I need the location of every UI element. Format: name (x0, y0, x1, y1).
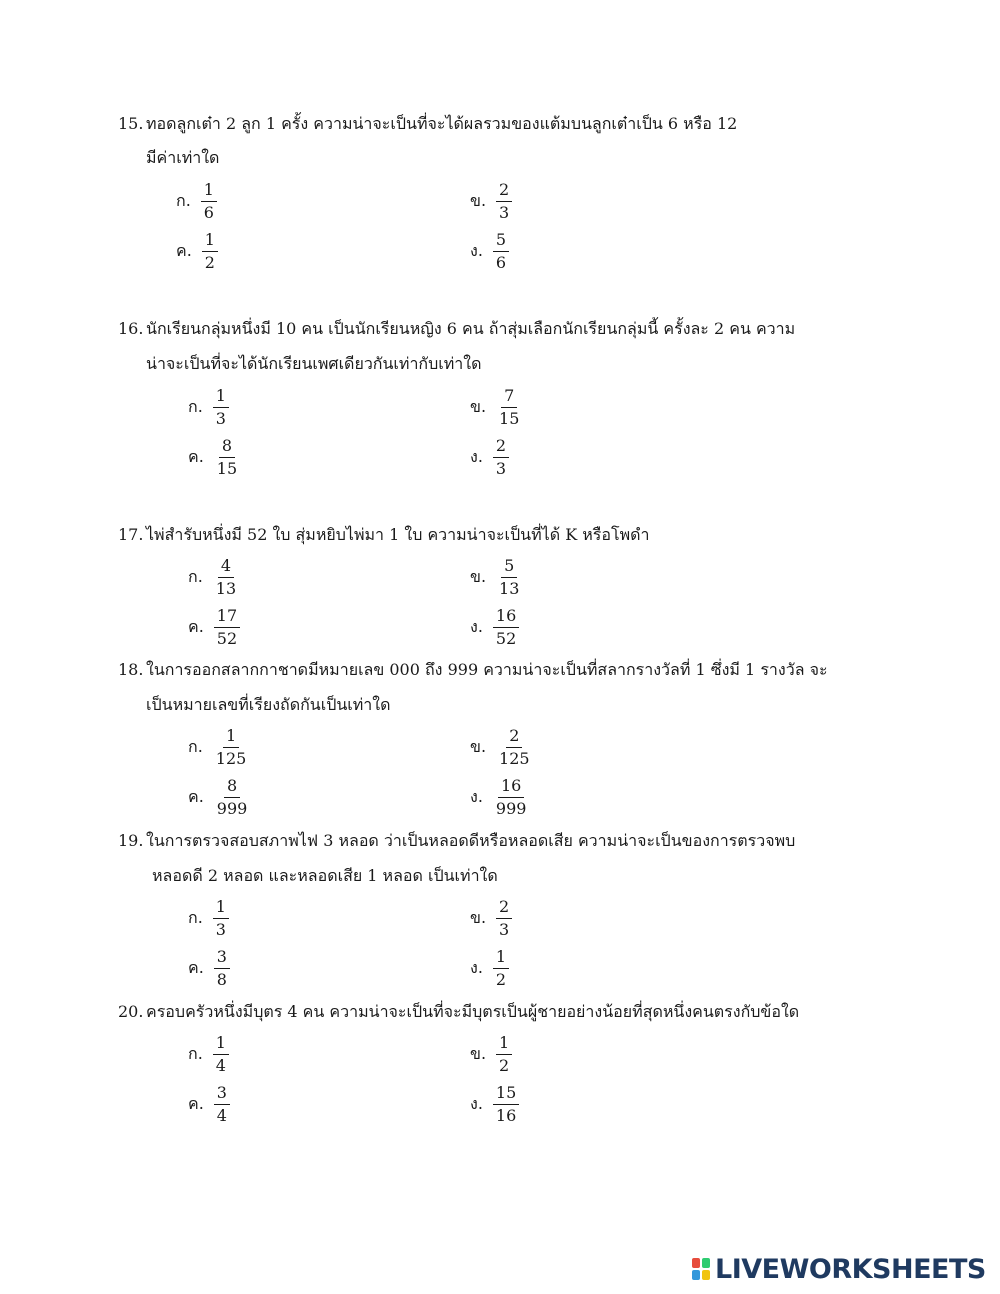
fraction (496, 726, 533, 769)
option-label: ก. (188, 736, 203, 756)
denominator: 4 (216, 1105, 227, 1125)
option-label: ข. (470, 396, 487, 416)
fraction (214, 776, 251, 819)
fraction (214, 436, 240, 479)
logo-square (702, 1258, 710, 1268)
option-label: ข. (470, 190, 487, 210)
fraction (213, 726, 250, 769)
fraction (496, 897, 512, 940)
numerator: 16 (493, 606, 519, 628)
logo-square (702, 1270, 710, 1280)
option-label: ก. (188, 566, 203, 586)
question-text-line-2: มีค่าเท่าใด (146, 148, 220, 167)
option-label: ค. (188, 786, 204, 806)
question-text-line-1: ไพ่สำรับหนึ่งมี 52 ใบ สุ่มหยิบไพ่มา 1 ใบ ความน่าจะเป็นที่ได้ K หรือโพดำ (146, 525, 650, 544)
option-label: ก. (188, 1043, 203, 1063)
fraction (213, 1033, 229, 1076)
denominator: 2 (204, 252, 215, 272)
fraction (213, 556, 239, 599)
question-text-line-1: ในการตรวจสอบสภาพไฟ 3 หลอด ว่าเป็นหลอดดีหรือหลอดเสีย ความน่าจะเป็นของการตรวจพบ (146, 831, 796, 850)
question-number: 20. (118, 1002, 144, 1021)
question-text-line-2: น่าจะเป็นที่จะได้นักเรียนเพศเดียวกันเท่ากับเท่าใด (146, 354, 482, 373)
fraction (214, 606, 240, 649)
question-number: 15. (118, 114, 144, 133)
logo-square (692, 1258, 700, 1268)
numerator: 8 (219, 436, 235, 458)
brand-name: LIVEWORKSHEETS (715, 1253, 986, 1285)
numerator: 16 (498, 776, 524, 798)
option-kho[interactable] (470, 724, 533, 770)
option-ka[interactable] (188, 724, 249, 770)
option-ngo[interactable] (470, 228, 509, 274)
question-text-line-2: หลอดดี 2 หลอด และหลอดเสีย 1 หลอด เป็นเท่าใด (152, 866, 498, 885)
option-kho-khwai[interactable] (188, 774, 250, 820)
question-text-line-1: นักเรียนกลุ่มหนึ่งมี 10 คน เป็นนักเรียนหญิง 6 คน ถ้าสุ่มเลือกนักเรียนกลุ่มนี้ ครั้งละ 2 คน ความ (146, 319, 796, 338)
option-ka[interactable] (188, 1031, 229, 1077)
option-kho-khwai[interactable] (188, 434, 240, 480)
denominator: 3 (499, 202, 510, 222)
denominator: 3 (499, 919, 510, 939)
numerator: 1 (202, 230, 218, 252)
question-text-line-1: ในการออกสลากกาชาดมีหมายเลข 000 ถึง 999 ความน่าจะเป็นที่สลากรางวัลที่ 1 ซึ่งมี 1 รางวัล จะ (146, 660, 828, 679)
denominator: 999 (216, 798, 248, 818)
option-label: ข. (470, 907, 487, 927)
numerator: 1 (201, 180, 217, 202)
fraction (201, 180, 217, 223)
option-label: ข. (470, 736, 487, 756)
fraction (493, 947, 509, 990)
numerator: 1 (213, 897, 229, 919)
denominator: 6 (495, 252, 507, 272)
numerator: 5 (493, 230, 509, 252)
numerator: 7 (501, 386, 517, 408)
fraction (493, 606, 519, 649)
denominator: 13 (215, 578, 237, 598)
fraction (213, 386, 229, 429)
option-kho-khwai[interactable] (176, 228, 218, 274)
numerator: 2 (493, 436, 509, 458)
numerator: 2 (506, 726, 522, 748)
question-text-line-1: ทอดลูกเต๋า 2 ลูก 1 ครั้ง ความน่าจะเป็นที่จะได้ผลรวมของแต้มบนลูกเต๋าเป็น 6 หรือ 12 (146, 114, 738, 133)
option-ngo[interactable] (470, 604, 519, 650)
denominator: 52 (495, 628, 517, 648)
logo-square (692, 1270, 700, 1280)
denominator: 3 (215, 408, 226, 428)
denominator: 3 (215, 919, 226, 939)
option-ngo[interactable] (470, 1081, 519, 1127)
fraction (493, 230, 509, 273)
fraction (214, 947, 230, 990)
numerator: 3 (214, 1083, 230, 1105)
numerator: 17 (214, 606, 240, 628)
question-number: 16. (118, 319, 144, 338)
fraction (496, 556, 522, 599)
numerator: 1 (493, 947, 509, 969)
option-label: ค. (188, 1093, 204, 1113)
option-ka[interactable] (188, 554, 239, 600)
fraction (496, 1033, 512, 1076)
liveworksheets-logo (691, 1254, 986, 1284)
denominator: 125 (499, 748, 530, 768)
fraction (202, 230, 218, 273)
option-ngo[interactable] (470, 774, 529, 820)
fraction (493, 436, 509, 479)
option-ka[interactable] (188, 895, 229, 941)
numerator: 1 (496, 1033, 512, 1055)
option-ngo[interactable] (470, 945, 509, 991)
option-label: ง. (470, 786, 483, 806)
question-number: 19. (118, 831, 144, 850)
question-text-line-1: ครอบครัวหนึ่งมีบุตร 4 คน ความน่าจะเป็นที่จะมีบุตรเป็นผู้ชายอย่างน้อยที่สุดหนึ่งคนตรงกับข้อใด (146, 1002, 800, 1021)
numerator: 15 (493, 1083, 519, 1105)
numerator: 1 (213, 386, 229, 408)
denominator: 125 (215, 748, 247, 768)
numerator: 8 (224, 776, 240, 798)
numerator: 3 (214, 947, 230, 969)
numerator: 1 (223, 726, 239, 748)
denominator: 2 (499, 1055, 510, 1075)
option-kho[interactable] (470, 554, 522, 600)
option-kho-khwai[interactable] (188, 1081, 230, 1127)
option-label: ก. (176, 190, 191, 210)
option-label: ข. (470, 566, 487, 586)
numerator: 4 (218, 556, 234, 578)
option-kho[interactable] (470, 178, 512, 224)
option-label: ก. (188, 907, 203, 927)
numerator: 1 (213, 1033, 229, 1055)
option-label: ง. (470, 957, 483, 977)
option-label: ค. (188, 446, 204, 466)
denominator: 13 (499, 578, 520, 598)
option-label: ง. (470, 616, 483, 636)
question-text-line-2: เป็นหมายเลขที่เรียงถัดกันเป็นเท่าใด (146, 695, 391, 714)
option-ka[interactable] (176, 178, 217, 224)
question-number: 18. (118, 660, 144, 679)
option-kho[interactable] (470, 1031, 512, 1077)
option-label: ง. (470, 240, 483, 260)
option-label: ง. (470, 446, 483, 466)
fraction (213, 897, 229, 940)
denominator: 15 (499, 408, 520, 428)
option-kho-khwai[interactable] (188, 604, 240, 650)
denominator: 999 (495, 798, 527, 818)
denominator: 3 (495, 458, 507, 478)
denominator: 16 (495, 1105, 517, 1125)
fraction (496, 180, 512, 223)
option-label: ค. (176, 240, 192, 260)
question-number: 17. (118, 525, 144, 544)
numerator: 5 (501, 556, 517, 578)
option-label: ก. (188, 396, 203, 416)
fraction (493, 776, 530, 819)
fraction (496, 386, 522, 429)
option-label: ค. (188, 957, 204, 977)
numerator: 2 (496, 180, 512, 202)
option-kho-khwai[interactable] (188, 945, 230, 991)
denominator: 8 (216, 969, 227, 989)
denominator: 15 (216, 458, 238, 478)
fraction (214, 1083, 230, 1126)
option-ngo[interactable] (470, 434, 509, 480)
denominator: 4 (215, 1055, 226, 1075)
denominator: 2 (495, 969, 507, 989)
option-label: ข. (470, 1043, 487, 1063)
option-kho[interactable] (470, 384, 522, 430)
denominator: 52 (216, 628, 238, 648)
logo-mark-icon (691, 1257, 711, 1281)
option-label: ง. (470, 1093, 483, 1113)
fraction (493, 1083, 519, 1126)
numerator: 2 (496, 897, 512, 919)
denominator: 6 (203, 202, 214, 222)
option-ka[interactable] (188, 384, 229, 430)
option-kho[interactable] (470, 895, 512, 941)
option-label: ค. (188, 616, 204, 636)
